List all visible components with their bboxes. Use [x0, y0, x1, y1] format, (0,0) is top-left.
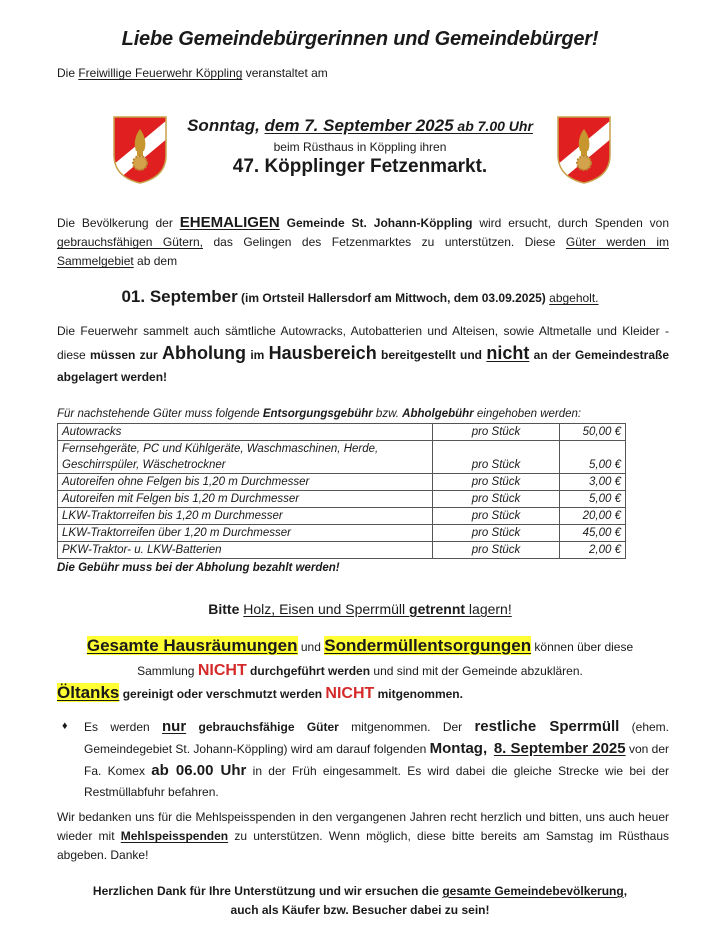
municipality-name: Gemeinde St. Johann-Köppling: [279, 216, 473, 230]
closing-message: [0, 882, 720, 920]
text: Wir bedanken uns für die Mehlspeisspenden in den vergangenen Jahren recht herzlich und bitten, uns auch heuer wieder mit: [57, 810, 669, 843]
text: von der Fa. Komex: [84, 742, 669, 778]
pickup-date-bulky: 8. September 2025: [493, 740, 626, 757]
text: bzw.: [372, 408, 403, 420]
pickup-note: (im Ortsteil Hallersdorf am Mittwoch, dem 03.09.2025): [237, 291, 550, 305]
fee-unit: pro Stück: [433, 424, 560, 441]
text: auch als Käufer bzw. Besucher dabei zu sein!: [230, 903, 490, 917]
collection-area: Güter werden im Sammelgebiet: [57, 235, 669, 268]
fee-item: LKW-Traktorreifen über 1,20 m Durchmesser: [58, 525, 433, 542]
intro-suffix: veranstaltet am: [242, 66, 328, 80]
text: ab dem: [133, 254, 178, 268]
event-day: Sonntag,: [187, 116, 265, 135]
table-row: [58, 441, 626, 474]
separate-storage-notice: [0, 601, 720, 617]
text: in der Früh eingesammelt. Es wird dabei die gleiche Strecke wie bei der Restmüllabfuhr befahren.: [84, 764, 669, 799]
entire-population: gesamte Gemeindebevölkerung: [442, 884, 624, 898]
text: im: [246, 348, 269, 362]
text: eingehoben werden:: [473, 408, 582, 420]
text: mitgenommen. Der: [338, 720, 475, 734]
text: zu unterstützen. Wenn möglich, diese bitte bereits am Samstag im Rüsthaus abgeben. Danke!: [57, 829, 670, 862]
organizer-name: Freiwillige Feuerwehr Köppling: [78, 66, 243, 80]
pickup-action: abgeholt.: [549, 291, 599, 305]
fee-unit: pro Stück: [433, 441, 560, 474]
fee-note: Die Gebühr muss bei der Abholung bezahlt werden!: [57, 562, 340, 574]
table-row: [58, 525, 626, 542]
fee-item-line: Fernsehgeräte, PC und Kühlgeräte, Waschmaschinen, Herde,: [62, 443, 379, 455]
disposal-fee-label: Entsorgungsgebühr: [262, 408, 373, 420]
text: das Gelingen des Fetzenmarktes zu unterstützen. Diese: [202, 235, 566, 249]
pastry-donations: Mehlspeisspenden: [120, 829, 229, 843]
emphasis-separated: getrennt: [409, 601, 466, 617]
emphasis-not: nicht: [486, 343, 530, 363]
pickup-date: [0, 287, 720, 307]
text: müssen zur: [90, 348, 163, 362]
text: wird ersucht, durch Spenden von: [472, 216, 669, 230]
table-row: [58, 542, 626, 559]
text: Für nachstehende Güter muss folgende: [57, 408, 263, 420]
pickup-day: Montag,: [429, 740, 488, 757]
fee-table: [57, 423, 626, 559]
fee-price: 5,00 €: [560, 441, 626, 474]
table-row: [58, 424, 626, 441]
event-date: [0, 116, 720, 136]
page-title: Liebe Gemeindebürgerinnen und Gemeindebürger!: [121, 28, 599, 50]
fee-unit: pro Stück: [433, 508, 560, 525]
table-row: [58, 508, 626, 525]
hazardous-waste-highlight: Sondermüllentsorgungen: [324, 636, 532, 655]
text: ,: [623, 884, 628, 898]
intro-prefix: Die: [57, 66, 79, 80]
text: Die Bevölkerung der: [57, 216, 180, 230]
event-time: ab 7.00 Uhr: [453, 118, 533, 134]
fee-unit: pro Stück: [433, 525, 560, 542]
fee-price: 3,00 €: [560, 474, 626, 491]
house-clearance-highlight: Gesamte Hausräumungen: [86, 636, 298, 655]
bulk-notice-line-2: [0, 662, 720, 680]
text: gebrauchsfähige Güter: [186, 720, 339, 734]
table-row: [58, 474, 626, 491]
fee-item-line: Geschirrspüler, Wäschetrockner: [62, 459, 226, 471]
text: bereitgestellt und: [376, 348, 487, 362]
intro-line: [57, 66, 328, 80]
text: Bitte: [208, 601, 240, 617]
oil-tanks-highlight: Öltanks: [57, 683, 120, 702]
text: Es werden: [84, 720, 162, 734]
text: mitgenommen.: [374, 687, 463, 701]
pickup-date-main: 01. September: [121, 287, 238, 306]
fee-price: 2,00 €: [560, 542, 626, 559]
diamond-bullet-icon: ♦: [62, 720, 68, 732]
fee-item: PKW-Traktor- u. LKW-Batterien: [58, 542, 433, 559]
text: können über diese: [531, 640, 634, 654]
fee-item: [58, 441, 433, 474]
event-name: 47. Köpplinger Fetzenmarkt.: [232, 156, 488, 177]
pickup-fee-label: Abholgebühr: [402, 408, 474, 420]
bulk-notice-line-1: [0, 636, 720, 656]
event-place: beim Rüsthaus in Köppling ihren: [273, 140, 447, 154]
text: und: [297, 640, 325, 654]
thanks-paragraph: [57, 808, 669, 865]
fee-item: Autoreifen mit Felgen bis 1,20 m Durchmesser: [58, 491, 433, 508]
fee-heading: [57, 408, 581, 420]
text: gereinigt oder verschmutzt werden: [119, 687, 326, 701]
separate-underlined: [243, 601, 511, 617]
bulky-waste-paragraph: [84, 716, 669, 803]
fee-item: LKW-Traktorreifen bis 1,20 m Durchmesser: [58, 508, 433, 525]
fee-price: 5,00 €: [560, 491, 626, 508]
usable-goods: gebrauchsfähigen Gütern,: [57, 235, 203, 249]
text: und sind mit der Gemeinde abzuklären.: [370, 664, 583, 678]
fee-item: Autoreifen ohne Felgen bis 1,20 m Durchmesser: [58, 474, 433, 491]
text: (ehem. Gemeindegebiet St. Johann-Köppling) wird am darauf folgenden: [84, 720, 670, 756]
collection-paragraph: [57, 320, 669, 388]
fee-price: 45,00 €: [560, 525, 626, 542]
event-date-text: dem 7. September 2025: [264, 116, 454, 135]
fee-unit: pro Stück: [433, 474, 560, 491]
text: Sammlung: [137, 664, 198, 678]
text: Die Feuerwehr sammelt auch sämtliche Autowracks, Autobatterien und Alteisen, sowie Altmetalle und Kleider - diese: [57, 324, 669, 362]
oil-tank-notice: [57, 683, 463, 703]
fee-item: Autowracks: [58, 424, 433, 441]
text: durchgeführt werden: [246, 664, 371, 678]
pickup-time: ab 06.00 Uhr: [151, 762, 247, 779]
donation-paragraph: [57, 213, 669, 271]
text: an der Gemeindestraße abgelagert werden!: [57, 348, 669, 384]
emphasis-pickup: Abholung: [162, 343, 246, 363]
fee-unit: pro Stück: [433, 542, 560, 559]
remaining-bulky-waste: restliche Sperrmüll: [474, 718, 620, 735]
emphasis-not-red: NICHT: [325, 685, 375, 702]
emphasis-only: nur: [162, 718, 187, 735]
emphasis-house-area: Hausbereich: [268, 343, 377, 363]
fee-price: 50,00 €: [560, 424, 626, 441]
emphasis-not-red: NICHT: [197, 662, 247, 679]
text: lagern!: [465, 601, 512, 617]
fee-unit: pro Stück: [433, 491, 560, 508]
text: Herzlichen Dank für Ihre Unterstützung und wir ersuchen die: [92, 884, 443, 898]
emphasis-former: EHEMALIGEN: [179, 214, 280, 231]
text: Holz, Eisen und Sperrmüll: [243, 601, 410, 617]
table-row: [58, 491, 626, 508]
fee-price: 20,00 €: [560, 508, 626, 525]
